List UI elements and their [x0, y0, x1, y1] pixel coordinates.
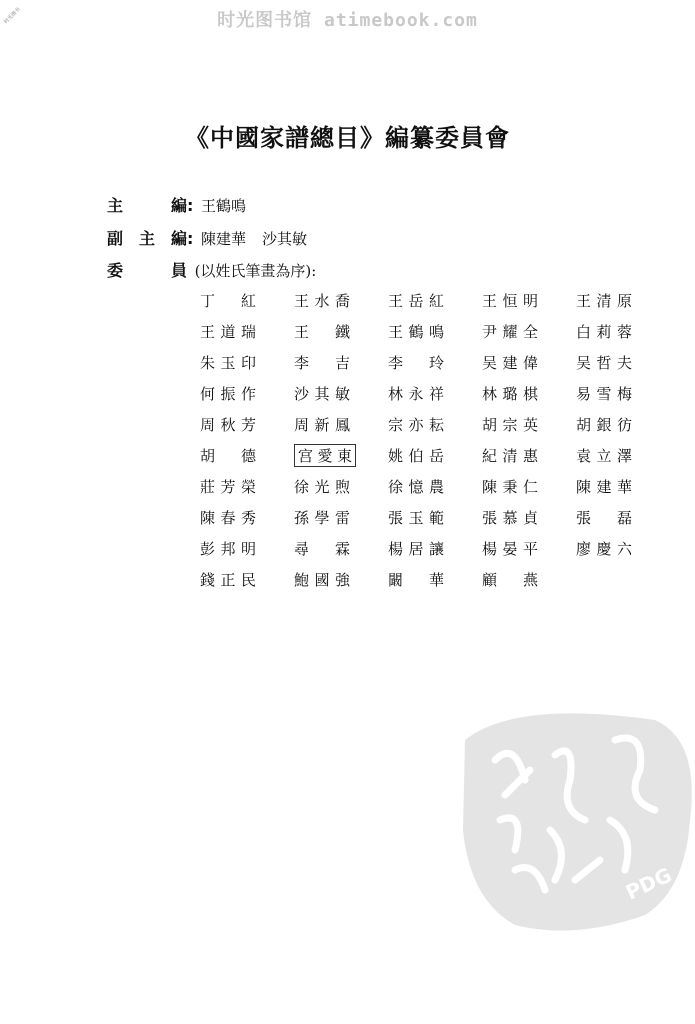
member-name: 紀清惠	[482, 446, 538, 465]
member-name: 陳建華	[576, 477, 632, 496]
member-entry	[388, 381, 482, 405]
member-entry	[200, 536, 294, 560]
member-entry	[482, 443, 576, 467]
member-name: 姚伯岳	[388, 446, 444, 465]
page-title: 《中國家譜總目》編纂委員會	[185, 123, 510, 152]
member-name: 王道瑞	[200, 322, 256, 341]
member-entry	[294, 443, 388, 467]
member-entry	[200, 474, 294, 498]
member-entry	[576, 505, 670, 529]
member-entry	[200, 505, 294, 529]
member-name: 陳春秀	[200, 508, 256, 527]
member-entry	[482, 474, 576, 498]
member-name: 張慕貞	[482, 508, 538, 527]
member-name: 鮑國強	[294, 570, 350, 589]
member-entry	[388, 474, 482, 498]
member-name: 白莉蓉	[576, 322, 632, 341]
member-name: 胡德	[200, 446, 256, 465]
member-name: 李玲	[388, 353, 444, 372]
member-entry	[482, 350, 576, 374]
member-entry	[388, 319, 482, 343]
member-name: 胡宗英	[482, 415, 538, 434]
member-name: 王水喬	[294, 291, 350, 310]
seal-watermark-icon	[455, 700, 695, 940]
member-entry	[388, 567, 482, 591]
member-entry	[294, 536, 388, 560]
member-entry	[482, 567, 576, 591]
member-entry	[482, 319, 576, 343]
member-name: 吴建偉	[482, 353, 538, 372]
member-entry	[576, 381, 670, 405]
member-entry	[482, 412, 576, 436]
member-entry	[388, 412, 482, 436]
member-entry	[388, 505, 482, 529]
member-entry	[482, 288, 576, 312]
corner-stamp	[2, 2, 32, 32]
member-entry	[294, 505, 388, 529]
member-entry	[576, 350, 670, 374]
member-name: 周新鳳	[294, 415, 350, 434]
member-name: 何振作	[200, 384, 256, 403]
member-name: 王鐵	[294, 322, 350, 341]
member-entry	[294, 288, 388, 312]
members-grid	[200, 288, 670, 598]
member-entry	[294, 412, 388, 436]
person-name: 沙其敏	[262, 230, 308, 248]
site-watermark: 时光图书馆 atimebook.com	[217, 10, 478, 31]
member-name: 林璐棋	[482, 384, 538, 403]
member-name: 廖慶六	[576, 539, 632, 558]
member-name: 張磊	[576, 508, 632, 527]
member-entry	[482, 536, 576, 560]
member-name: 彭邦明	[200, 539, 256, 558]
member-entry	[294, 567, 388, 591]
member-entry	[388, 288, 482, 312]
person-name: 王鶴鳴	[200, 197, 246, 215]
role-label: 主 編	[107, 196, 187, 215]
member-name: 林永祥	[388, 384, 444, 403]
member-name: 王鶴鳴	[388, 322, 444, 341]
member-name: 易雪梅	[576, 384, 632, 403]
member-name: 周秋芳	[200, 415, 256, 434]
member-name: 錢正民	[200, 570, 256, 589]
member-entry	[200, 350, 294, 374]
member-entry	[576, 474, 670, 498]
member-name: 陳秉仁	[482, 477, 538, 496]
member-name: 李吉	[294, 353, 350, 372]
member-name: 顧燕	[482, 570, 538, 589]
role-label: 委 員	[107, 261, 187, 280]
member-entry	[294, 381, 388, 405]
member-entry	[576, 288, 670, 312]
role-value	[201, 197, 246, 215]
member-name: 宫愛東	[294, 444, 356, 467]
member-name: 朱玉印	[200, 353, 256, 372]
member-name: 徐光煦	[294, 477, 350, 496]
corner-stamp-text: 时光图书	[3, 6, 22, 26]
role-value	[201, 230, 307, 248]
member-name: 宗亦耘	[388, 415, 444, 434]
member-name: 王清原	[576, 291, 632, 310]
member-name: 尹耀全	[482, 322, 538, 341]
member-name: 楊晏平	[482, 539, 538, 558]
member-name: 楊居讓	[388, 539, 444, 558]
member-name: 沙其敏	[294, 384, 350, 403]
member-entry	[576, 443, 670, 467]
member-name: 王恒明	[482, 291, 538, 310]
role-label: 副主編	[107, 229, 187, 248]
member-entry	[576, 412, 670, 436]
member-name: 張玉範	[388, 508, 444, 527]
member-name: 胡銀彷	[576, 415, 632, 434]
member-name: 袁立澤	[576, 446, 632, 465]
role-note: (以姓氏筆畫為序):	[194, 262, 317, 280]
member-name: 吴哲夫	[576, 353, 632, 372]
member-entry	[200, 288, 294, 312]
member-name: 莊芳榮	[200, 477, 256, 496]
member-entry	[200, 381, 294, 405]
member-entry	[200, 443, 294, 467]
person-name: 陳建華	[200, 230, 246, 248]
member-entry	[388, 536, 482, 560]
member-entry	[388, 350, 482, 374]
role-members	[107, 258, 316, 281]
member-entry	[294, 474, 388, 498]
member-name: 闞華	[388, 570, 444, 589]
member-entry	[576, 319, 670, 343]
member-entry	[482, 381, 576, 405]
role-deputy-editor: 副主編: 陳建華 沙其敏	[107, 226, 307, 249]
member-entry	[200, 412, 294, 436]
role-editor: 主 編: 王鶴鳴	[107, 193, 246, 216]
member-name: 尋霖	[294, 539, 350, 558]
member-entry	[482, 505, 576, 529]
member-name: 丁紅	[200, 291, 256, 310]
member-entry	[294, 319, 388, 343]
member-name: 王岳紅	[388, 291, 444, 310]
member-name: 孫學雷	[294, 508, 350, 527]
member-entry	[294, 350, 388, 374]
member-entry	[200, 319, 294, 343]
member-entry	[200, 567, 294, 591]
member-name: 徐憶農	[388, 477, 444, 496]
member-entry	[388, 443, 482, 467]
seal-text: PDG	[621, 862, 676, 905]
member-entry	[576, 536, 670, 560]
